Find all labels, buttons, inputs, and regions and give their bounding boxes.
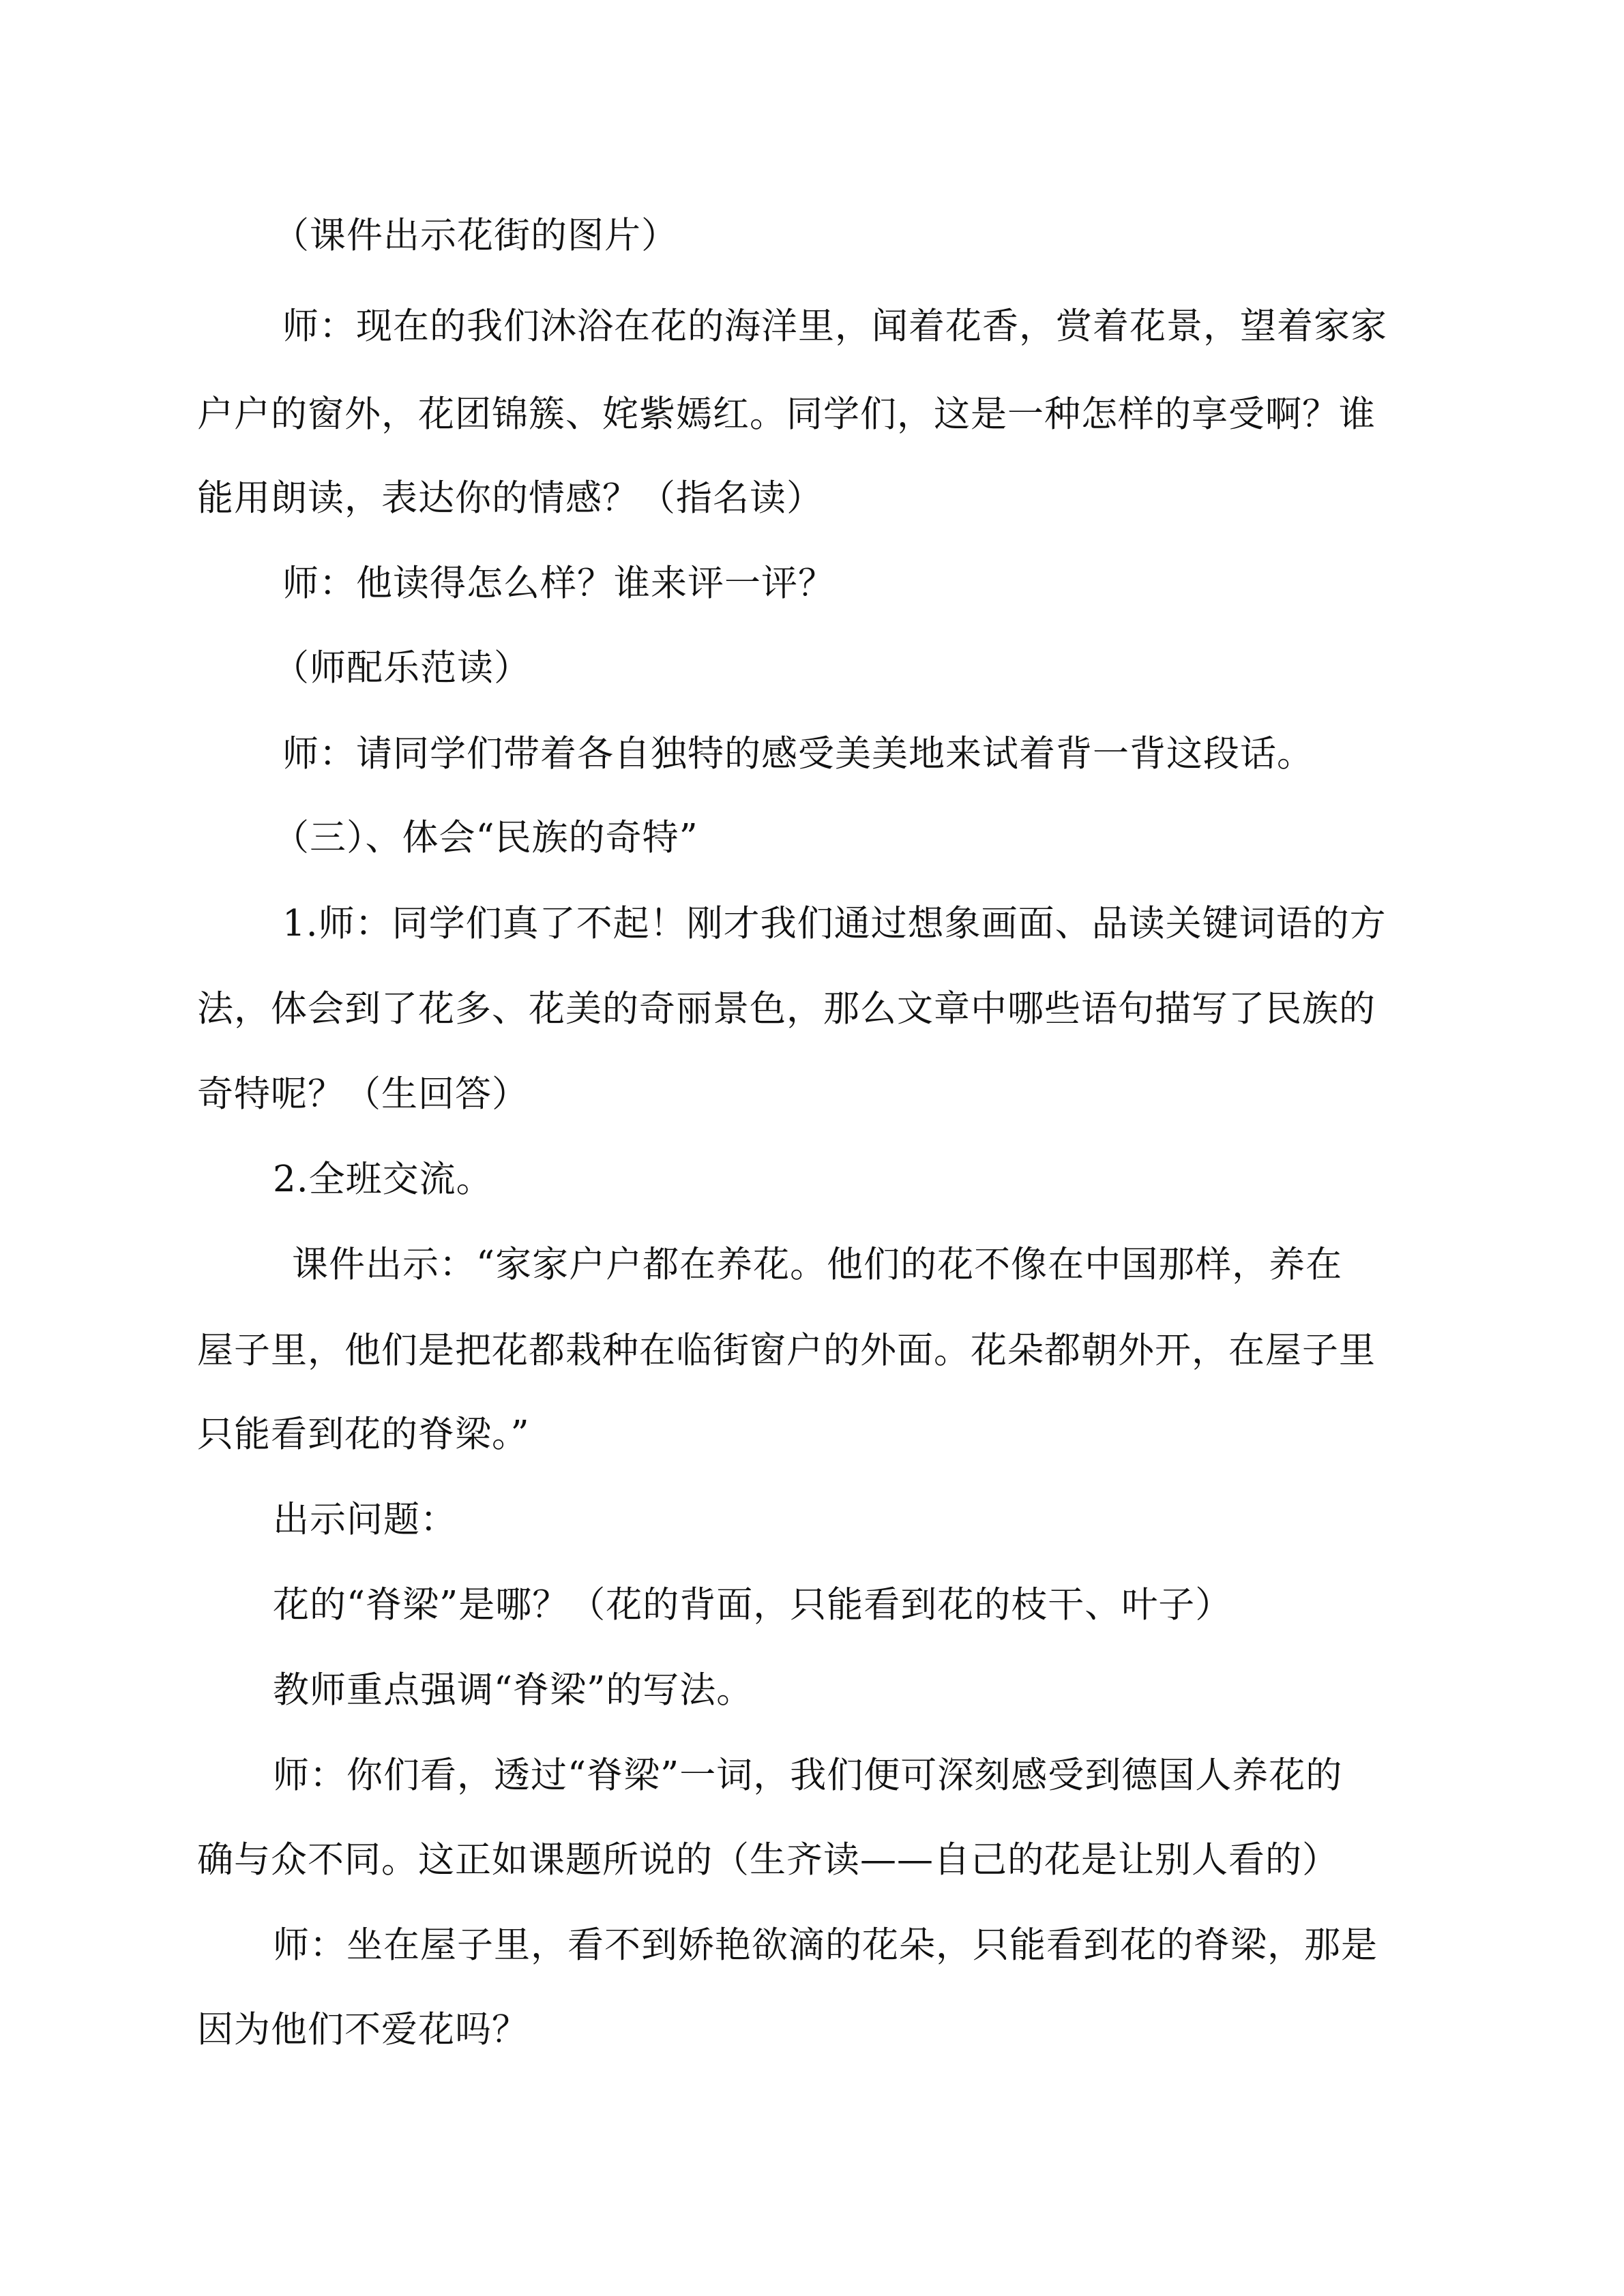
paragraph-line-16: 出示问题：: [273, 1499, 457, 1540]
paragraph-line-18: 教师重点强调“脊梁”的写法。: [273, 1669, 754, 1711]
paragraph-line-9: 1.师：同学们真了不起！刚才我们通过想象画面、品读关键词语的方: [282, 903, 1387, 944]
paragraph-line-12: 2.全班交流。: [273, 1159, 493, 1200]
paragraph-line-2: 师：现在的我们沐浴在花的海洋里，闻着花香，赏着花景，望着家家: [282, 305, 1387, 347]
paragraph-line-7: 师：请同学们带着各自独特的感受美美地来试着背一背这段话。: [282, 733, 1314, 775]
paragraph-line-14: 屋子里，他们是把花都栽种在临街窗户的外面。花朵都朝外开，在屋子里: [197, 1330, 1376, 1371]
paragraph-line-3: 户户的窗外，花团锦簇、姹紫嫣红。同学们，这是一种怎样的享受啊？谁: [197, 393, 1376, 435]
section-heading: （三）、体会“民族的奇特”: [273, 817, 698, 859]
paragraph-line-13: 课件出示：“家家户户都在养花。他们的花不像在中国那样，养在: [292, 1244, 1343, 1285]
paragraph-line-20: 确与众不同。这正如课题所说的（生齐读——自己的花是让别人看的）: [197, 1839, 1339, 1881]
paragraph-line-17: 花的“脊梁”是哪？（花的背面，只能看到花的枝干、叶子）: [273, 1584, 1232, 1626]
paragraph-line-10: 法，体会到了花多、花美的奇丽景色，那么文章中哪些语句描写了民族的: [197, 988, 1376, 1030]
paragraph-line-5: 师：他读得怎么样？谁来评一评？: [282, 563, 835, 604]
paragraph-line-11: 奇特呢？（生回答）: [197, 1073, 529, 1115]
paragraph-line-21: 师：坐在屋子里，看不到娇艳欲滴的花朵，只能看到花的脊梁，那是: [273, 1924, 1378, 1966]
paragraph-line-22: 因为他们不爱花吗？: [197, 2009, 529, 2051]
paragraph-line-15: 只能看到花的脊梁。”: [197, 1414, 530, 1455]
paragraph-line-1: （课件出示花街的图片）: [273, 215, 678, 256]
paragraph-line-6: （师配乐范读）: [273, 647, 531, 689]
paragraph-line-4: 能用朗读，表达你的情感？（指名读）: [197, 477, 823, 519]
paragraph-line-19: 师：你们看，透过“脊梁”一词，我们便可深刻感受到德国人养花的: [273, 1755, 1343, 1796]
